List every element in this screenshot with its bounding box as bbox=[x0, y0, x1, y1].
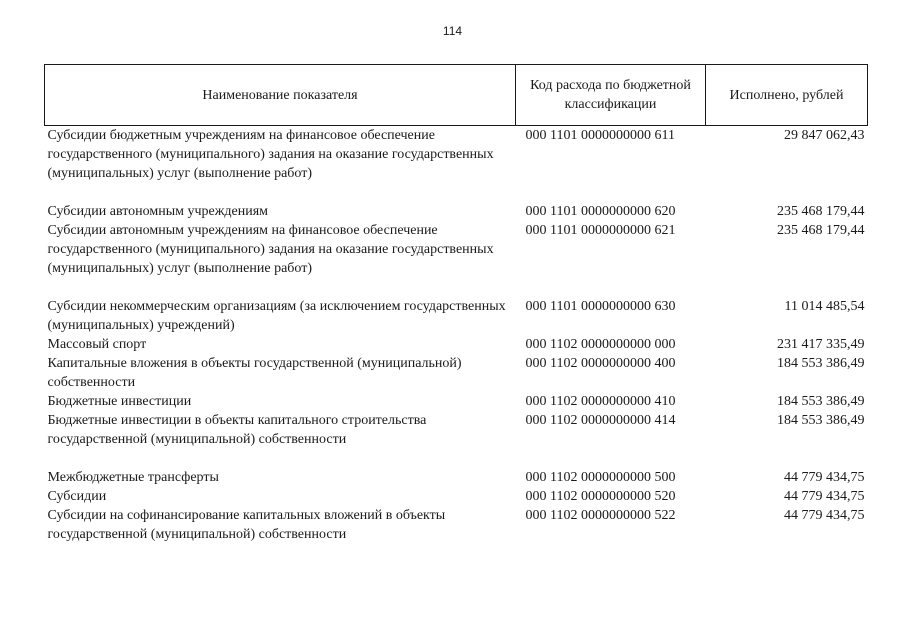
table-row bbox=[45, 126, 868, 203]
indicator-name: Капитальные вложения в объекты государственной (муниципальной) собственности bbox=[47, 356, 462, 390]
table-row bbox=[45, 221, 868, 297]
table-row bbox=[45, 411, 868, 468]
indicator-name: Бюджетные инвестиции bbox=[47, 394, 192, 409]
page-number: 114 bbox=[442, 24, 463, 38]
indicator-name: Субсидии bbox=[47, 489, 107, 504]
indicator-name: Бюджетные инвестиции в объекты капитального строительства государственной (муниципальной) собственности bbox=[47, 413, 427, 447]
expense-code: 000 1101 0000000000 630 bbox=[525, 299, 676, 314]
table-row bbox=[45, 506, 868, 544]
header-row bbox=[45, 65, 868, 126]
header-expense-code: Код расхода по бюджетной классификации bbox=[516, 65, 706, 126]
table-row bbox=[45, 202, 868, 221]
header-executed-amount: Исполнено, рублей bbox=[706, 65, 868, 126]
indicator-name: Субсидии бюджетным учреждениям на финансовое обеспечение государственного (муниципального) задания на оказание государственных (муниципальных) услуг (выполнение работ) bbox=[47, 128, 494, 181]
indicator-name: Субсидии на софинансирование капитальных вложений в объекты государственной (муниципальной) собственности bbox=[47, 508, 446, 542]
expense-code: 000 1101 0000000000 621 bbox=[525, 223, 676, 238]
expense-code: 000 1102 0000000000 414 bbox=[525, 413, 676, 428]
table-row bbox=[45, 392, 868, 411]
expense-code: 000 1101 0000000000 611 bbox=[525, 128, 675, 143]
expense-code: 000 1102 0000000000 410 bbox=[525, 394, 676, 409]
expense-code: 000 1101 0000000000 620 bbox=[525, 204, 676, 219]
executed-amount: 235 468 179,44 bbox=[777, 223, 865, 238]
indicator-name: Субсидии некоммерческим организациям (за исключением государственных (муниципальных) учреждений) bbox=[47, 299, 506, 333]
table-header bbox=[45, 65, 868, 126]
executed-amount: 44 779 434,75 bbox=[784, 489, 865, 504]
indicator-name: Субсидии автономным учреждениям bbox=[47, 204, 269, 219]
executed-amount: 44 779 434,75 bbox=[784, 470, 865, 485]
expense-code: 000 1102 0000000000 522 bbox=[525, 508, 676, 523]
expense-code: 000 1102 0000000000 000 bbox=[525, 337, 676, 352]
header-indicator-name: Наименование показателя bbox=[45, 65, 516, 126]
expense-code: 000 1102 0000000000 520 bbox=[525, 489, 676, 504]
expense-code: 000 1102 0000000000 500 bbox=[525, 470, 676, 485]
executed-amount: 184 553 386,49 bbox=[777, 394, 865, 409]
table-row bbox=[45, 354, 868, 392]
table-row bbox=[45, 468, 868, 487]
executed-amount: 11 014 485,54 bbox=[784, 299, 865, 314]
table-row bbox=[45, 297, 868, 335]
expense-code: 000 1102 0000000000 400 bbox=[525, 356, 676, 371]
executed-amount: 231 417 335,49 bbox=[777, 337, 865, 352]
executed-amount: 44 779 434,75 bbox=[784, 508, 865, 523]
table-body bbox=[45, 126, 868, 545]
indicator-name: Межбюджетные трансферты bbox=[47, 470, 219, 485]
table-row bbox=[45, 335, 868, 354]
executed-amount: 184 553 386,49 bbox=[777, 356, 865, 371]
table-row bbox=[45, 487, 868, 506]
budget-execution-table bbox=[44, 64, 868, 544]
indicator-name: Массовый спорт bbox=[47, 337, 147, 352]
executed-amount: 235 468 179,44 bbox=[777, 204, 865, 219]
executed-amount: 29 847 062,43 bbox=[784, 128, 865, 143]
indicator-name: Субсидии автономным учреждениям на финансовое обеспечение государственного (муниципального) задания на оказание государственных (муниципальных) услуг (выполнение работ) bbox=[47, 223, 494, 276]
executed-amount: 184 553 386,49 bbox=[777, 413, 865, 428]
